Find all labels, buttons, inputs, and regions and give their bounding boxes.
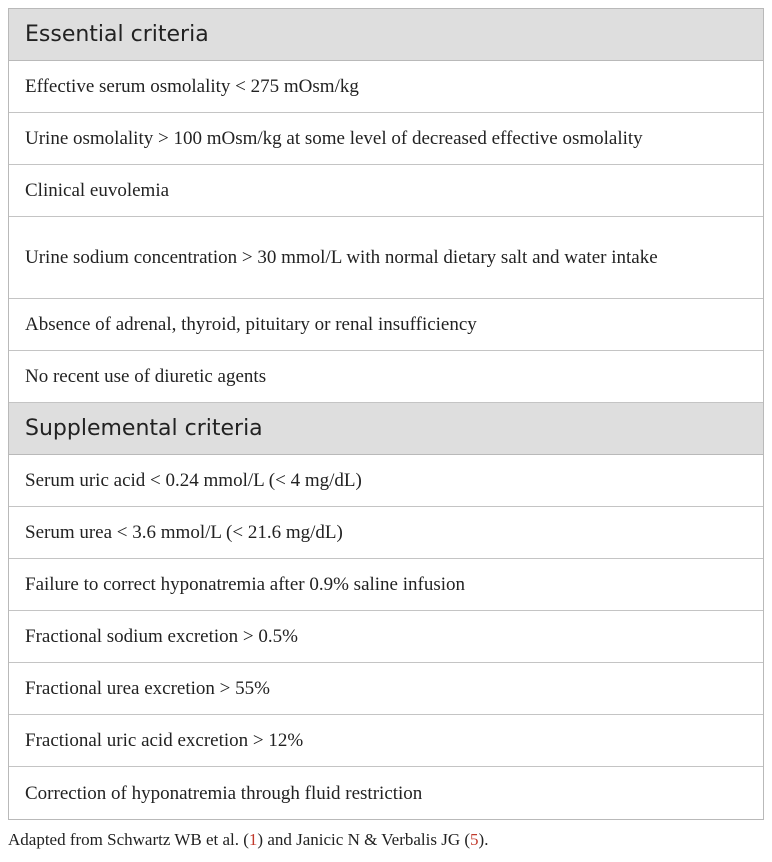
table-row: Correction of hyponatremia through fluid restriction (25, 782, 423, 804)
table-row: Fractional uric acid excretion > 12% (9, 715, 763, 767)
table-row: Fractional sodium excretion > 0.5% (9, 611, 763, 663)
table-row: Absence of adrenal, thyroid, pituitary or renal insufficiency (9, 299, 763, 351)
table-row: Serum uric acid < 0.24 mmol/L (< 4 mg/dL) (9, 455, 763, 507)
essential-criteria-header: Essential criteria (9, 9, 763, 61)
supplemental-criteria-header: Supplemental criteria (9, 403, 763, 455)
reference-link-5[interactable]: 5 (470, 830, 479, 849)
criteria-table (8, 8, 764, 820)
table-row: Serum urea < 3.6 mmol/L (< 21.6 mg/dL) (9, 507, 763, 559)
table-row-text: Urine sodium concentration > 30 mmol/L with normal dietary salt and water intake (25, 247, 658, 268)
footnote-text: ). (478, 830, 489, 849)
table-row: Urine osmolality > 100 mOsm/kg at some level of decreased effective osmolality (9, 113, 763, 165)
table-row: Failure to correct hyponatremia after 0.9% saline infusion (9, 559, 763, 611)
table-row: Fractional urea excretion > 55% (9, 663, 763, 715)
footnote-text: Adapted from Schwartz WB et al. ( (8, 830, 249, 849)
table-row: Effective serum osmolality < 275 mOsm/kg (9, 61, 763, 113)
table-row (9, 217, 763, 299)
footnote-text: ) and Janicic N & Verbalis JG ( (257, 830, 471, 849)
reference-link-1[interactable]: 1 (248, 830, 258, 849)
table-row: No recent use of diuretic agents (9, 351, 763, 403)
table-footnote (8, 830, 488, 850)
table-row: Clinical euvolemia (9, 165, 763, 217)
